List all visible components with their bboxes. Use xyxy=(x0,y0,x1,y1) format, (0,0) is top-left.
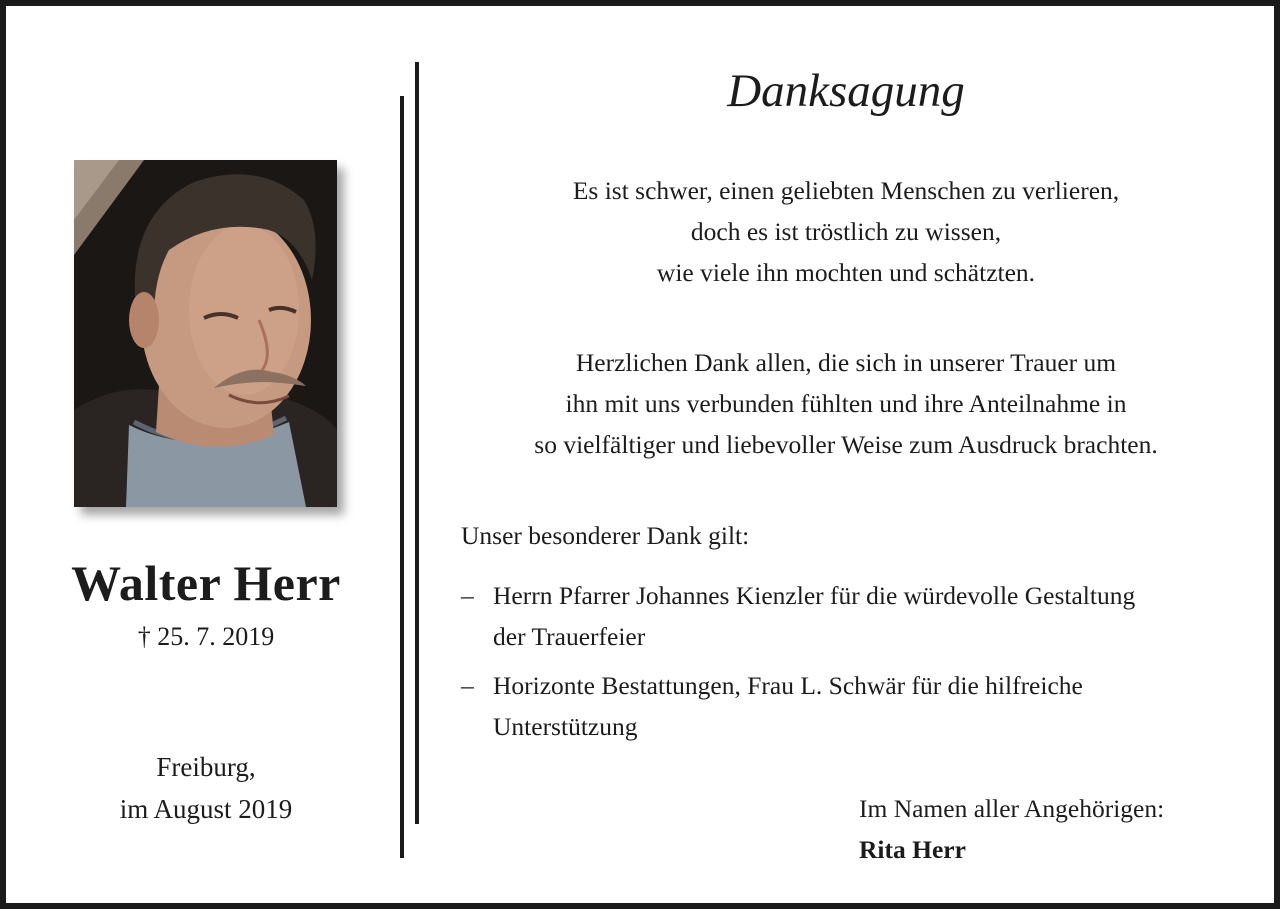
thanks-line: so vielfältiger und liebevoller Weise zum Ausdruck brachten. xyxy=(534,430,1158,459)
item-line: Unterstützung xyxy=(493,712,638,741)
thanks-line: Herzlichen Dank allen, die sich in unserer Trauer um xyxy=(575,348,1117,377)
item-line: der Trauerfeier xyxy=(493,622,646,651)
place-city: Freiburg, xyxy=(156,752,256,782)
signer-name: Rita Herr xyxy=(859,835,966,864)
portrait-image xyxy=(74,160,337,507)
special-thanks-item xyxy=(461,575,1251,657)
signature-line: Im Namen aller Angehörigen: xyxy=(859,794,1165,823)
item-line: Herrn Pfarrer Johannes Kienzler für die würdevolle Gestaltung xyxy=(493,581,1136,610)
divider-line-right xyxy=(415,62,419,824)
thanks-line: ihn mit uns verbunden fühlten und ihre Anteilnahme in xyxy=(565,389,1127,418)
special-thanks-intro: Unser besonderer Dank gilt: xyxy=(461,521,750,550)
place-and-date xyxy=(46,746,366,830)
item-line: Horizonte Bestattungen, Frau L. Schwär für die hilfreiche xyxy=(493,671,1083,700)
divider-line-left xyxy=(400,96,404,858)
portrait-photo xyxy=(74,160,337,507)
verse-paragraph xyxy=(446,170,1246,293)
verse-line: Es ist schwer, einen geliebten Menschen zu verlieren, xyxy=(572,176,1120,205)
death-date: † 25. 7. 2019 xyxy=(137,622,275,651)
dash-bullet: – xyxy=(461,581,474,610)
place-date: im August 2019 xyxy=(119,794,293,824)
dash-bullet: – xyxy=(461,671,474,700)
page-title: Danksagung xyxy=(727,65,965,117)
special-thanks-item xyxy=(461,665,1251,747)
signature-block xyxy=(859,788,1164,870)
verse-line: wie viele ihn mochten und schätzten. xyxy=(656,258,1036,287)
verse-line: doch es ist tröstlich zu wissen, xyxy=(690,217,1002,246)
thanks-paragraph xyxy=(446,342,1246,465)
deceased-name: Walter Herr xyxy=(71,555,341,611)
